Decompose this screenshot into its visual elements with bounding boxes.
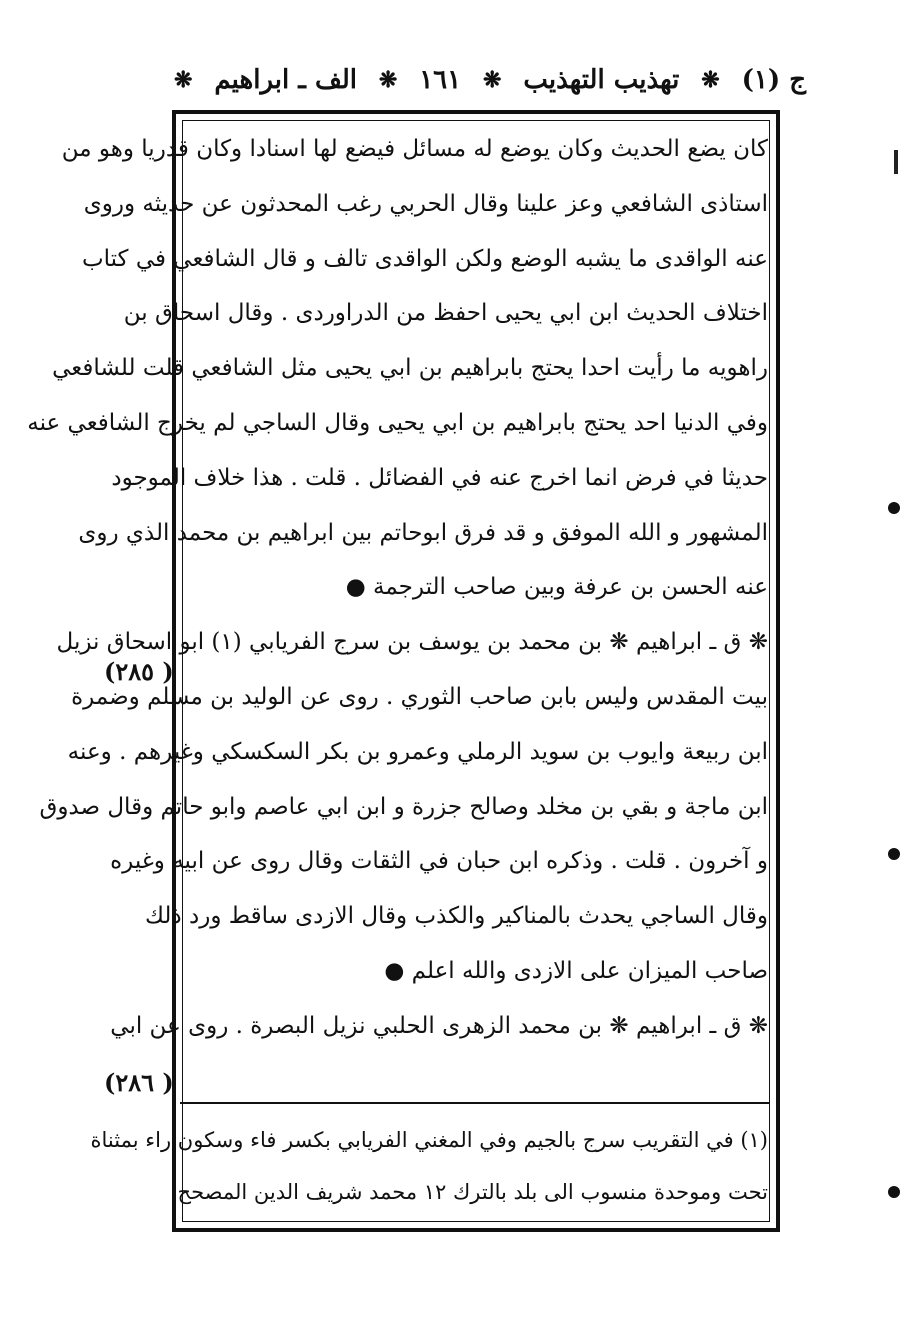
body-line: ابن ربيعة وايوب بن سويد الرملي وعمرو بن بكر السكسكي وغيرهم . وعنه <box>67 738 768 765</box>
body-line: كان يضع الحديث وكان يوضع له مسائل فيضع لها اسنادا وكان قدريا وهو من <box>61 136 768 162</box>
entry-number-286: ( ٢٨٦) <box>104 1068 174 1097</box>
margin-dot <box>888 848 900 860</box>
body-line: وقال الساجي يحدث بالمناكير والكذب وقال الازدى ساقط ورد ذلك <box>145 903 768 930</box>
ornament-icon: ❋ <box>483 67 502 93</box>
entry-heading-line: ❋ ق ـ ابراهيم ❋ بن محمد بن يوسف بن سرج الفريابي (١) ابو اسحاق نزيل <box>56 629 768 656</box>
entry-heading-line: ❋ ق ـ ابراهيم ❋ بن محمد الزهرى الحلبي نزيل البصرة . روى عن ابي <box>110 1012 768 1039</box>
body-line: صاحب الميزان على الازدى والله اعلم ● <box>384 957 768 984</box>
body-line: اختلاف الحديث ابن ابي يحيى احفظ من الدراوردى . وقال اسحاق بن <box>123 300 768 327</box>
margin-dot <box>888 1186 900 1198</box>
body-line: ابن ماجة و بقي بن مخلد وصالح جزرة و ابن ابي عاصم وابو حاتم وقال صدوق <box>39 793 768 820</box>
volume-label: ج (١) <box>741 65 806 95</box>
body-line: المشهور و الله الموفق و قد فرق ابوحاتم بين ابراهيم بن محمد الذي روى <box>78 519 768 546</box>
entry-number-285: ( ٢٨٥) <box>104 657 174 686</box>
page-number: ١٦١ <box>419 65 462 95</box>
book-title: تهذيب التهذيب <box>523 65 680 95</box>
section-title: الف ـ ابراهيم <box>214 65 358 95</box>
body-line: عنه الحسن بن عرفة وبين صاحب الترجمة ● <box>345 574 768 601</box>
page-header <box>170 58 806 102</box>
footnote-line: (١) في التقريب سرج بالجيم وفي المغني الفريابي بكسر فاء وسكون راء بمثناة <box>90 1128 768 1152</box>
body-line: عنه الواقدى ما يشبه الوضع ولكن الواقدى تالف و قال الشافعي في كتاب <box>81 245 768 272</box>
body-line: راهويه ما رأيت احدا يحتج بابراهيم بن ابي يحيى مثل الشافعي قلت للشافعي <box>52 355 768 382</box>
ornament-icon: ❋ <box>701 67 720 93</box>
body-line: استاذى الشافعي وعز علينا وقال الحربي رغب المحدثون عن حديثه وروى <box>83 190 768 217</box>
body-line: و آخرون . قلت . وذكره ابن حبان في الثقات وقال روى عن ابيه وغيره <box>110 848 768 875</box>
footnote-separator <box>180 1102 770 1104</box>
ornament-icon: ❋ <box>174 67 193 93</box>
footnote <box>90 1114 768 1218</box>
body-line: وفي الدنيا احد يحتج بابراهيم بن ابي يحيى وقال الساجي لم يخرج الشافعي عنه <box>27 409 768 436</box>
body-line: بيت المقدس وليس بابن صاحب الثوري . روى عن الوليد بن مسلم وضمرة <box>71 683 768 710</box>
ornament-icon: ❋ <box>378 67 398 93</box>
body-line: حديثا في فرض انما اخرج عنه في الفضائل . قلت . هذا خلاف الموجود <box>111 464 768 491</box>
margin-dot <box>888 502 900 514</box>
footnote-line: تحت وموحدة منسوب الى بلد بالترك ١٢ محمد شريف الدين المصحح <box>177 1180 768 1204</box>
margin-mark <box>894 150 898 174</box>
